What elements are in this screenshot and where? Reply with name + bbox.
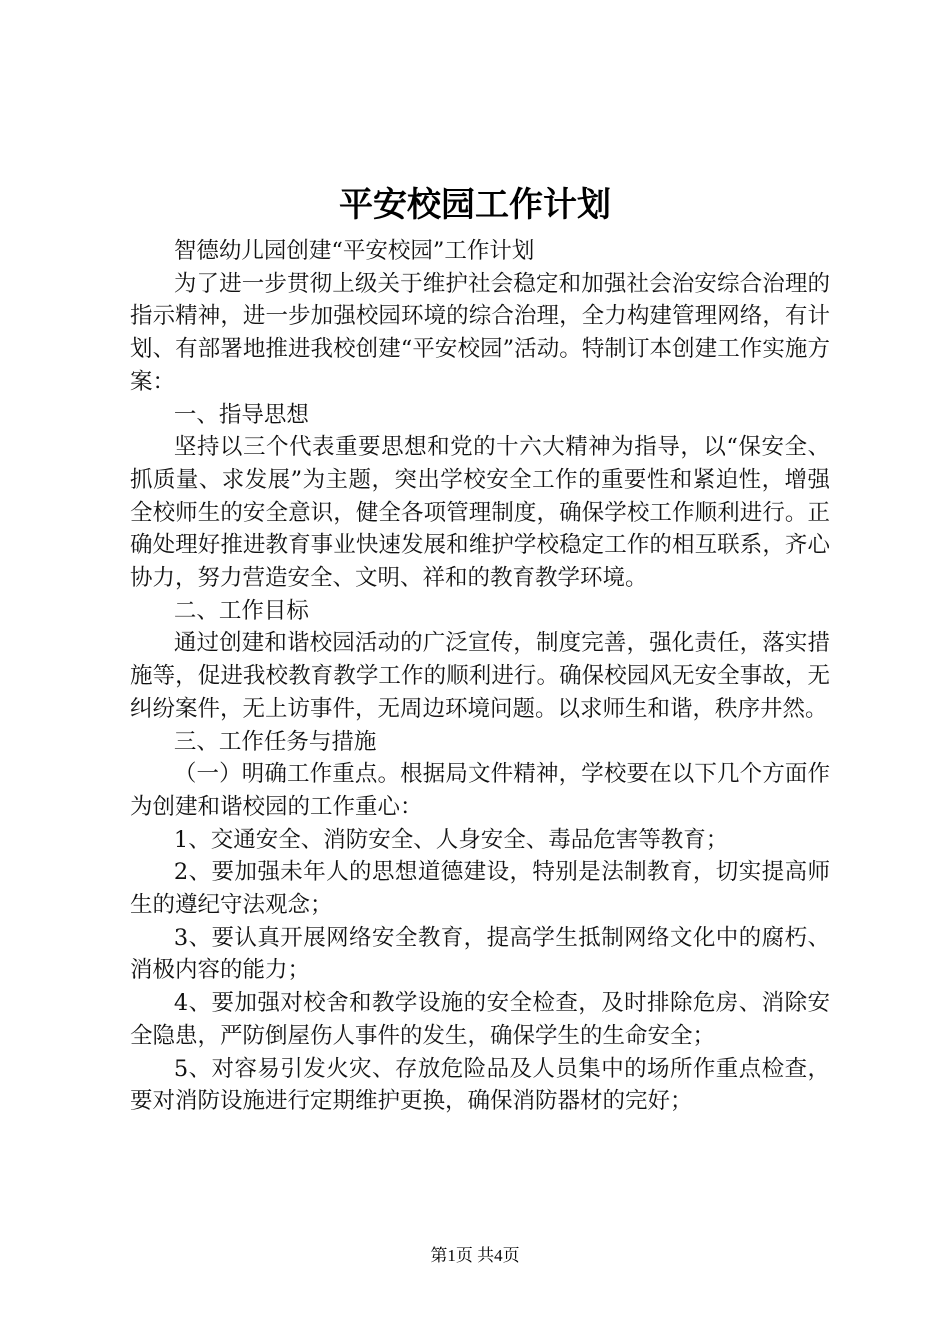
subtitle-paragraph: 智德幼儿园创建“平安校园”工作计划: [173, 238, 535, 264]
section-heading-work-goals: 二、工作目标: [173, 597, 309, 624]
page-number-footer: 第1页 共4页: [430, 1246, 520, 1265]
list-item: 2、要加强未年人的思想道德建设，特别是法制教育，切实提高师生的遵纪守法观念；: [130, 859, 830, 919]
intro-paragraph: 为了进一步贯彻上级关于维护社会稳定和加强社会治安综合治理的指示精神，进一步加强校园环境的综合治理，全力构建管理网络，有计划、有部署地推进我校创建“平安校园”活动。特制订本创建工作实施方案：: [130, 270, 830, 395]
list-item: 1、交通安全、消防安全、人身安全、毒品危害等教育；: [173, 826, 729, 853]
document-title: 平安校园工作计划: [339, 185, 611, 225]
list-item: 5、对容易引发火灾、存放危险品及人员集中的场所作重点检查，要对消防设施进行定期维护更换，确保消防器材的完好；: [130, 1055, 830, 1115]
document-body: [130, 235, 830, 1118]
list-item: 3、要认真开展网络安全教育，提高学生抵制网络文化中的腐朽、消极内容的能力；: [130, 924, 830, 984]
section-heading-guiding-thought: 一、指导思想: [173, 401, 309, 428]
list-item: 4、要加强对校舍和教学设施的安全检查，及时排除危房、消除安全隐患，严防倒屋伤人事件的发生，确保学生的生命安全；: [130, 990, 830, 1049]
section-heading-tasks-measures: 三、工作任务与措施: [173, 728, 377, 755]
work-goals-paragraph: 通过创建和谐校园活动的广泛宣传，制度完善，强化责任，落实措施等，促进我校教育教学工作的顺利进行。确保校园风无安全事故，无纠纷案件，无上访事件，无周边环境问题。以求师生和谐，秩序井然。: [130, 630, 830, 722]
key-points-paragraph: （一）明确工作重点。根据局文件精神，学校要在以下几个方面作为创建和谐校园的工作重心：: [130, 761, 830, 820]
guiding-thought-paragraph: 坚持以三个代表重要思想和党的十六大精神为指导，以“保安全、抓质量、求发展”为主题，突出学校安全工作的重要性和紧迫性，增强全校师生的安全意识，健全各项管理制度，确保学校工作顺利进行。正确处理好推进教育事业快速发展和维护学校稳定工作的相互联系，齐心协力，努力营造安全、文明、祥和的教育教学环境。: [130, 434, 830, 592]
